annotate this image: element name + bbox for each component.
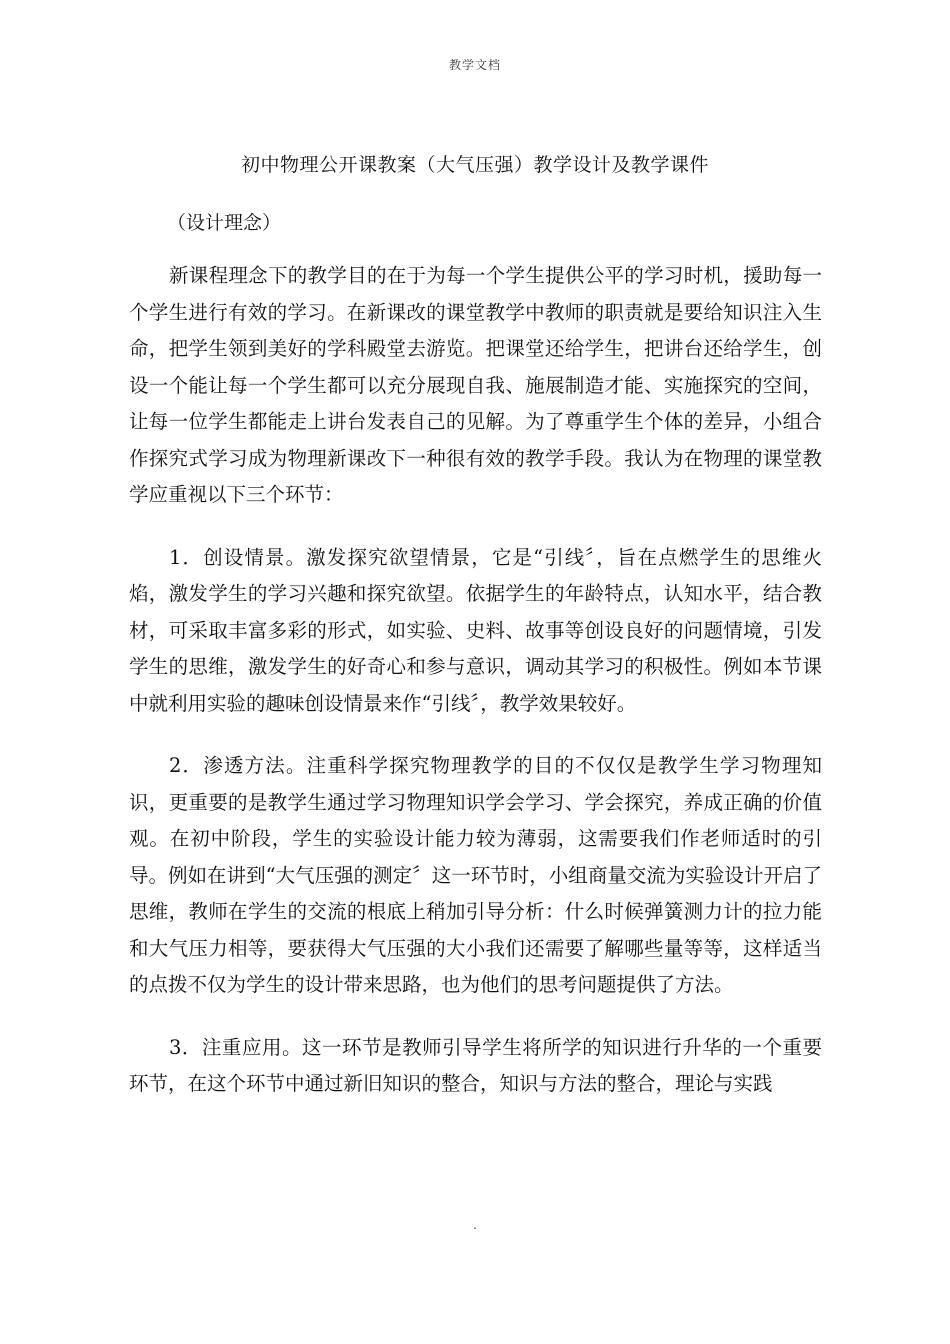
paragraph-intro: 新课程理念下的教学目的在于为每一个学生提供公平的学习时机，援助每一个学生进行有效的学习。在新课改的课堂教学中教师的职责就是要给知识注入生命，把学生领到美好的学科殿堂去游览。把课堂还给学生，把讲台还给学生，创设一个能让每一个学生都可以充分展现自我、施展制造才能、实施探究的空间，让每一位学生都能走上讲台发表自己的见解。为了尊重学生个体的差异，小组合作探究式学习成为物理新课改下一种很有效的教学手段。我认为在物理的课堂教学应重视以下三个环节：: [129, 264, 822, 506]
document-title: 初中物理公开课教案（大气压强）教学设计及教学课件: [240, 154, 709, 176]
section-heading: （设计理念）: [167, 212, 282, 234]
page-header: 教学文档: [448, 58, 501, 72]
document-body: [129, 258, 822, 1129]
paragraph-item-2: 2．渗透方法。注重科学探究物理教学的目的不仅仅是教学生学习物理知识，更重要的是教学生通过学习物理知识学会学习、学会探究，养成正确的价值观。在初中阶段，学生的实验设计能力较为薄弱，这需要我们作老师适时的引导。例如在讲到“大气压强的测定〞这一环节时，小组商量交流为实验设计开启了思维，教师在学生的交流的根底上稍加引导分析：什么时候弹簧测力计的拉力能和大气压力相等，要获得大气压强的大小我们还需要了解哪些量等等，这样适当的点拨不仅为学生的设计带来思路，也为他们的思考问题提供了方法。: [129, 754, 822, 996]
page-footer: .: [473, 1218, 477, 1232]
paragraph-item-3: 3．注重应用。这一环节是教师引导学生将所学的知识进行升华的一个重要环节，在这个环节中通过新旧知识的整合，知识与方法的整合，理论与实践: [129, 1035, 822, 1095]
paragraph-item-1: 1．创设情景。激发探究欲望情景，它是“引线〞，旨在点燃学生的思维火焰，激发学生的学习兴趣和探究欲望。依据学生的年龄特点，认知水平，结合教材，可采取丰富多彩的形式，如实验、史料、故事等创设良好的问题情境，引发学生的思维，激发学生的好奇心和参与意识，调动其学习的积极性。例如本节课中就利用实验的趣味创设情景来作“引线〞，教学效果较好。: [129, 545, 822, 715]
